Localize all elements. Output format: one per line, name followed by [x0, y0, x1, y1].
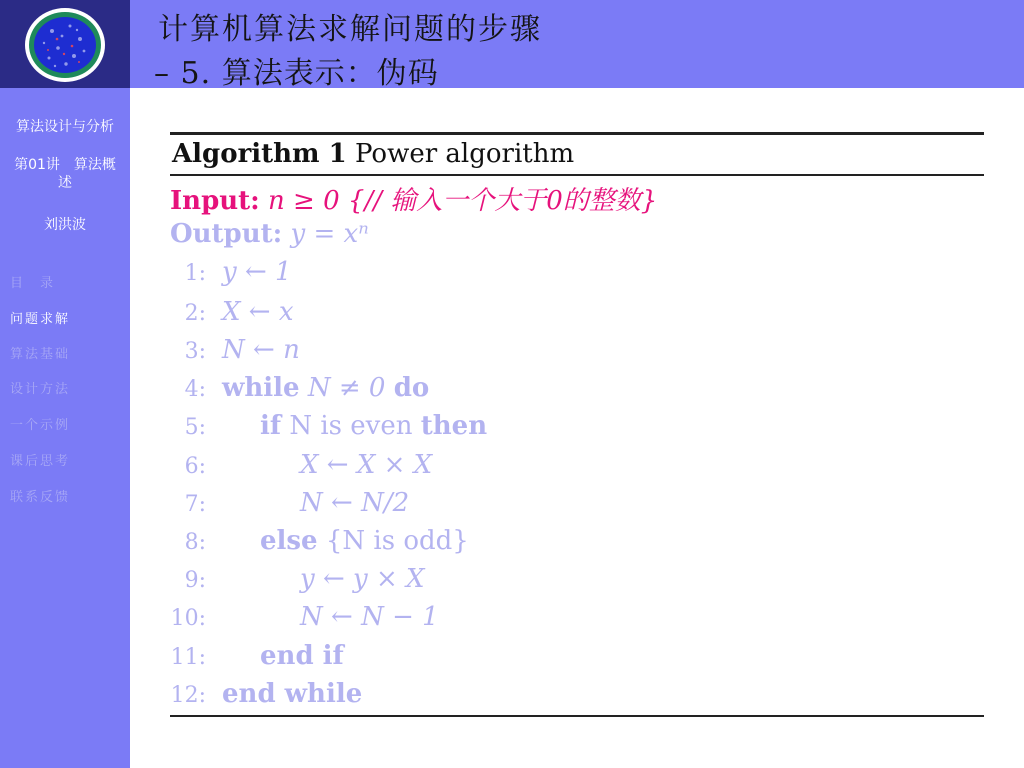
algorithm-line [170, 526, 469, 556]
university-seal-icon [22, 6, 108, 84]
algorithm-line [170, 411, 487, 441]
line-number: 2: [184, 301, 206, 326]
algorithm-name: Power algorithm [354, 139, 575, 169]
line-number: 3: [184, 339, 206, 364]
nav-item-design-methods[interactable]: 设计方法 [10, 382, 71, 397]
algorithm-caption-rule [170, 174, 984, 176]
algorithm-line [170, 488, 409, 518]
line-code: N ≠ 0 [307, 373, 386, 403]
keyword-end-while: end while [222, 679, 363, 709]
keyword-else: else [260, 526, 318, 556]
algorithm-line [170, 257, 292, 287]
algorithm-line [170, 564, 425, 594]
author-name: 刘洪波 [44, 217, 86, 233]
algorithm-caption [172, 139, 574, 169]
line-number: 10: [170, 606, 206, 631]
line-code: N ← N/2 [300, 488, 410, 518]
line-code: X ← X × X [300, 450, 433, 480]
algorithm-line [170, 297, 294, 327]
nav-item-exercises[interactable]: 课后思考 [10, 454, 71, 469]
line-code: y ← 1 [222, 257, 292, 287]
algorithm-line [170, 602, 439, 632]
line-code: X ← x [222, 297, 294, 327]
nav-item-toc[interactable]: 目 录 [10, 276, 56, 291]
input-label: Input: [170, 186, 260, 216]
algorithm-bottom-rule [170, 715, 984, 717]
line-number: 9: [184, 568, 206, 593]
output-label: Output: [170, 219, 283, 249]
line-number: 6: [184, 454, 206, 479]
input-text: n ≥ 0 {// 输入一个大于0的整数} [268, 186, 658, 216]
line-code: N is even [289, 411, 413, 441]
keyword-then: then [420, 411, 488, 441]
algorithm-output [170, 219, 369, 249]
line-number: 11: [170, 645, 206, 670]
line-code: N ← N − 1 [300, 602, 439, 632]
keyword-while: while [222, 373, 300, 403]
logo-area [0, 0, 130, 88]
nav-item-problem-solving[interactable]: 问题求解 [10, 312, 71, 327]
line-number: 4: [184, 377, 206, 402]
algorithm-line [170, 450, 432, 480]
keyword-if: if [260, 411, 282, 441]
algorithm-line [170, 335, 300, 365]
algorithm-input [170, 180, 657, 217]
line-code: y ← y × X [300, 564, 425, 594]
algorithm-label: Algorithm 1 [172, 139, 347, 169]
algorithm-line [170, 641, 344, 671]
line-number: 8: [184, 530, 206, 555]
nav-item-algorithm-basics[interactable]: 算法基础 [10, 347, 71, 362]
line-number: 12: [170, 683, 206, 708]
line-code: {N is odd} [325, 526, 469, 556]
keyword-do: do [393, 373, 430, 403]
algorithm-top-rule [170, 132, 984, 135]
nav-item-feedback[interactable]: 联系反馈 [10, 490, 71, 505]
lecture-title: 第01讲 算法概述 [14, 157, 116, 191]
line-number: 5: [184, 415, 206, 440]
slide-subtitle: – 5. 算法表示：伪码 [154, 56, 439, 91]
sidebar [0, 88, 130, 768]
nav-item-example[interactable]: 一个示例 [10, 418, 71, 433]
slide-title-bar [130, 0, 1024, 91]
line-code: N ← n [222, 335, 300, 365]
line-number: 1: [184, 261, 206, 286]
course-title: 算法设计与分析 [16, 119, 114, 135]
algorithm-line [170, 679, 362, 709]
output-text: y = xⁿ [290, 219, 369, 249]
algorithm-line [170, 373, 429, 403]
keyword-end-if: end if [260, 641, 344, 671]
slide-title: 计算机算法求解问题的步骤 [158, 12, 542, 47]
line-number: 7: [184, 492, 206, 517]
